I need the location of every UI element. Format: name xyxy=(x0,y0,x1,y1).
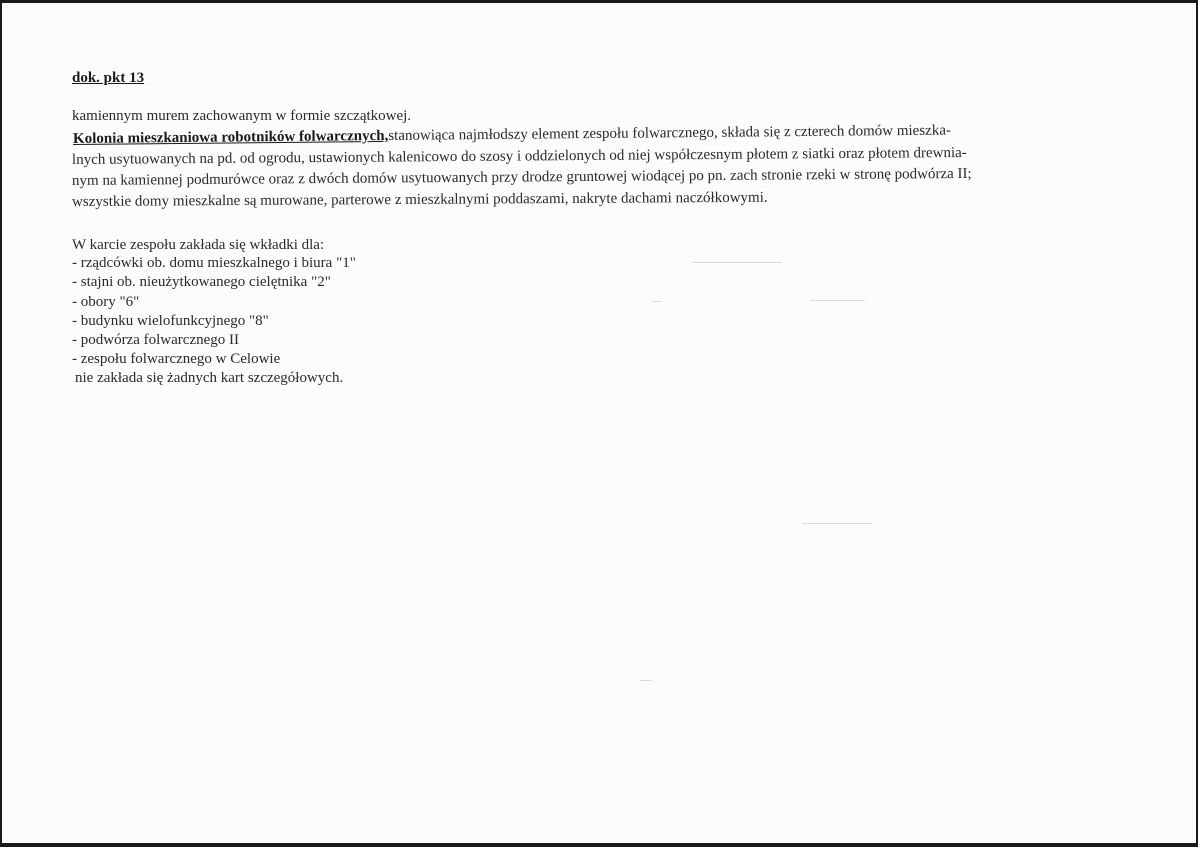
list-item: - stajni ob. nieużytkowanego cielętnika "2" xyxy=(72,274,331,290)
list-item: - obory "6" xyxy=(72,294,140,310)
paragraph-2-line-a-text: stanowiąca najmłodszy element zespołu folwarcznego, składa się z czterech domów mieszka- xyxy=(388,122,952,144)
paragraph-1-line: kamiennym murem zachowanym w formie szczątkowej. xyxy=(72,108,412,124)
closing-line: nie zakłada się żadnych kart szczegółowych. xyxy=(75,370,344,386)
paragraph-2-line-c: nym na kamiennej podmurówce oraz z dwóch domów usytuowanych przy drodze gruntowej wiodącej po pn. zach stronie rzeki w stronę podwórza II; xyxy=(71,165,972,189)
list-item: - rządcówki ob. domu mieszkalnego i biura "1" xyxy=(72,255,356,271)
list-intro: W karcie zespołu zakłada się wkładki dla: xyxy=(72,237,325,253)
colony-title: Kolonia mieszkaniowa robotników folwarcznych, xyxy=(72,127,389,147)
list-item: - zespołu folwarcznego w Celowie xyxy=(72,351,281,367)
document-body xyxy=(2,3,1198,847)
paragraph-2-line-b: lnych usytuowanych na pd. od ogrodu, ustawionych kalenicowo do szosy i oddzielonych od niej współczesnym płotem z siatki oraz płotem drewnia- xyxy=(71,144,967,168)
list-item: - budynku wielofunkcyjnego "8" xyxy=(72,313,269,329)
paragraph-2-line-d: wszystkie domy mieszkalne są murowane, parterowe z mieszkalnymi poddaszami, nakryte dachami naczółkowymi. xyxy=(71,189,768,210)
list-item: - podwórza folwarcznego II xyxy=(72,332,239,348)
paragraph-2-line-a xyxy=(73,122,951,148)
document-heading: dok. pkt 13 xyxy=(72,70,145,86)
